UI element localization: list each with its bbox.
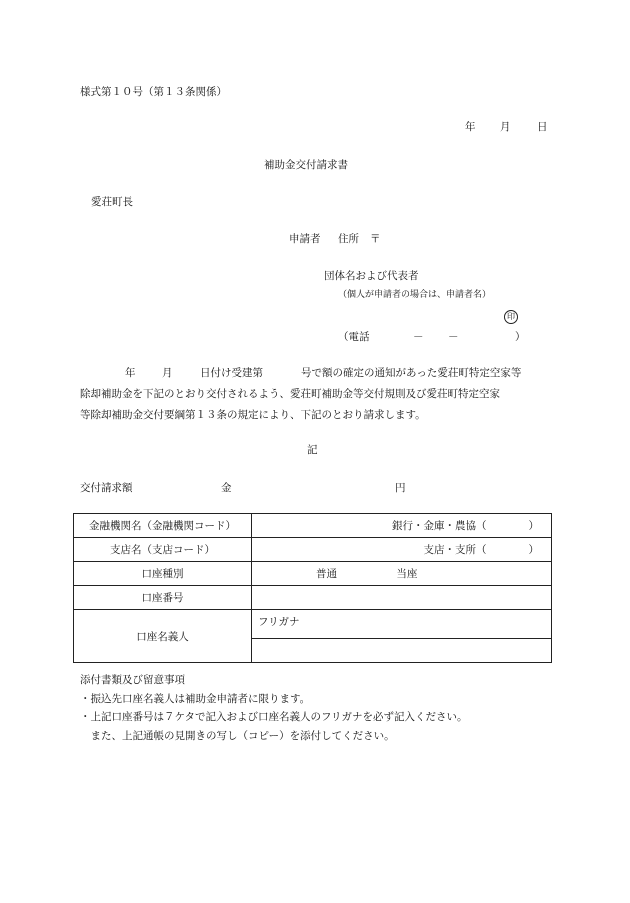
form-number: 様式第１０号（第１３条関係） [80,86,227,98]
addressee: 愛荘町長 [91,196,133,208]
account-type-current[interactable]: 当座 [396,568,418,580]
request-paragraph [80,363,550,426]
account-holder-field[interactable] [252,639,552,663]
account-number-field[interactable] [252,586,552,610]
notes-heading: 添付書類及び留意事項 [80,674,185,686]
bank-name-label: 金融機関名（金融機関コード） [74,514,252,538]
notes-section [80,671,467,745]
body-year: 年 [125,367,136,379]
table-row [74,538,552,562]
branch-name-label: 支店名（支店コード） [74,538,252,562]
table-row [74,562,552,586]
individual-note: （個人が申請者の場合は、申請者名） [338,290,492,300]
bank-account-table [73,513,552,663]
amount-label: 交付請求額 [80,482,133,494]
branch-name-field[interactable]: 支店・支所（ ） [252,538,552,562]
account-type-ordinary[interactable]: 普通 [316,568,337,580]
amount-kin: 金 [221,482,232,494]
date-month-label: 月 [500,121,511,133]
date-year-label: 年 [465,121,476,133]
furigana-label: フリガナ [258,616,300,628]
address-label: 住所 [338,233,359,245]
table-row [74,514,552,538]
body-month: 月 [162,367,173,379]
account-number-label: 口座番号 [74,586,252,610]
amount-yen: 円 [395,482,406,494]
bank-name-field[interactable]: 銀行・金庫・農協（ ） [252,514,552,538]
body-line-3: 等除却補助金交付要綱第１３条の規定により、下記のとおり請求します。 [80,409,426,421]
account-type-label: 口座種別 [74,562,252,586]
account-holder-label: 口座名義人 [74,610,252,663]
phone-label: （電話 [338,331,370,343]
postal-mark: 〒 [370,233,381,245]
note-item-2: ・上記口座番号は７ケタで記入および口座名義人のフリガナを必ず記入ください。 [80,711,468,723]
furigana-field[interactable] [252,610,552,639]
account-type-field[interactable] [252,562,552,586]
body-line1-rest: 号で額の確定の通知があった愛荘町特定空家等 [301,367,522,379]
ki-heading: 記 [307,444,318,456]
body-date-suffix: 日付け受建第 [200,367,263,379]
applicant-label: 申請者 [289,233,321,245]
note-item-3: また、上記通帳の見開きの写し（コピー）を添付してください。 [80,729,395,742]
phone-close: ） [515,331,526,343]
table-row [74,610,552,639]
body-line-2: 除却補助金を下記のとおり交付されるよう、愛荘町補助金等交付規則及び愛荘町特定空家 [80,388,500,400]
table-row [74,586,552,610]
date-day-label: 日 [537,121,548,133]
phone-dash-2: － [448,331,459,343]
document-title: 補助金交付請求書 [264,159,348,171]
seal-mark: 印 [504,310,518,324]
phone-dash-1: － [413,331,424,343]
note-item-1: ・振込先口座名義人は補助金申請者に限ります。 [80,692,311,705]
org-representative-label: 団体名および代表者 [324,270,419,282]
